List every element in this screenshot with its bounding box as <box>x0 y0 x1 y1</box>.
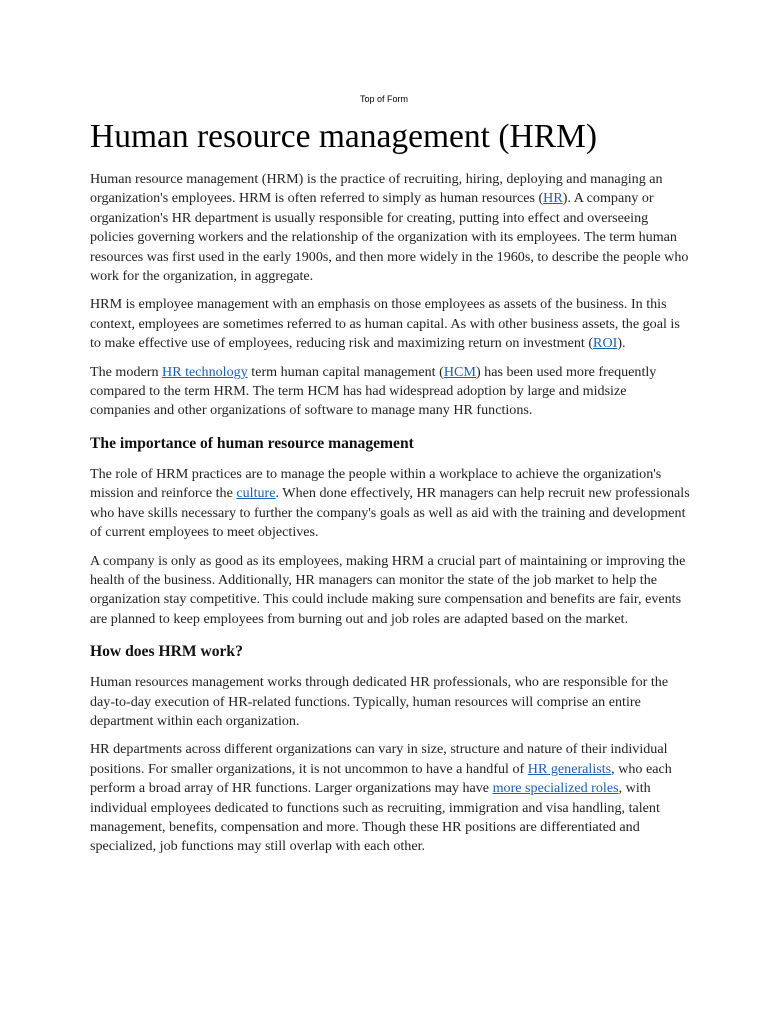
paragraph-text: . When done effectively, HR managers can help recruit new professionals who have skills necessary to further the company's goals as well as aid with the training and development of current employees to meet objectives. <box>90 485 690 541</box>
link-culture[interactable]: culture <box>236 485 276 502</box>
heading-how-hrm-works: How does HRM work? <box>90 643 243 661</box>
link-hcm[interactable]: HCM <box>443 363 476 380</box>
link-specialized-roles[interactable]: more specialized roles <box>492 780 619 797</box>
paragraph-intro <box>90 170 690 286</box>
link-hr-technology[interactable]: HR technology <box>162 363 248 380</box>
link-hr[interactable]: HR <box>543 190 563 207</box>
heading-importance: The importance of human resource management <box>90 434 414 452</box>
link-roi[interactable]: ROI <box>593 335 618 352</box>
paragraph-text: The modern <box>90 363 163 380</box>
paragraph-text: ). A company or organization's HR department is usually responsible for creating, putting into effect and overseeing policies governing workers and the relationship of the organization with its employees. The term human resources was first used in the early 1900s, and then more widely in the 1960s, to describe the people who work for the organization, in aggregate. <box>90 190 689 285</box>
paragraph-human-capital <box>90 295 690 353</box>
paragraph-hcm <box>90 363 690 421</box>
paragraph-employees: A company is only as good as its employees, making HRM a crucial part of maintaining or improving the health of the business. Additionally, HR managers can monitor the state of the job market to help the organization stay competitive. This could include making sure compensation and benefits are fair, events are planned to keep employees from burning out and job roles are adapted based on the market. <box>90 552 686 627</box>
paragraph-text: term human capital management ( <box>247 363 444 380</box>
paragraph-text: The role of HRM practices are to manage the people within a workplace to achieve the organization's mission and reinforce the <box>90 465 662 502</box>
paragraph-departments <box>90 740 690 856</box>
top-of-form-marker: Top of Form <box>359 94 408 104</box>
paragraph-text: HRM is employee management with an emphasis on those employees as assets of the business. In this context, employees are sometimes referred to as human capital. As with other business assets, the goal is to make effective use of employees, reducing risk and maximizing return on investment ( <box>90 296 680 352</box>
paragraph-text: ) has been used more frequently compared to the term HRM. The term HCM has had widespread adoption by large and midsize companies and other organizations of software to manage many HR functions. <box>90 363 657 419</box>
page-title: Human resource management (HRM) <box>90 118 597 155</box>
article-body <box>90 116 690 866</box>
paragraph-text: HR departments across different organizations can vary in size, structure and nature of their individual positions. For smaller organizations, it is not uncommon to have a handful of <box>90 741 668 777</box>
paragraph-text: ). <box>617 335 626 352</box>
paragraph-role <box>90 465 690 543</box>
paragraph-text: Human resource management (HRM) is the practice of recruiting, hiring, deploying and managing an organization's employees. HRM is often referred to simply as human resources ( <box>90 171 663 207</box>
paragraph-text: , with individual employees dedicated to functions such as recruiting, immigration and visa handling, talent management, benefits, compensation and more. Though these HR positions are differentiated and specialized, job functions may still overlap with each other. <box>90 780 660 855</box>
paragraph-text: , who each perform a broad array of HR functions. Larger organizations may have <box>90 760 672 797</box>
paragraph-professionals: Human resources management works through dedicated HR professionals, who are responsible for the day-to-day execution of HR-related functions. Typically, human resources will comprise an entire department within each organization. <box>90 674 669 729</box>
link-hr-generalists[interactable]: HR generalists <box>527 760 612 777</box>
